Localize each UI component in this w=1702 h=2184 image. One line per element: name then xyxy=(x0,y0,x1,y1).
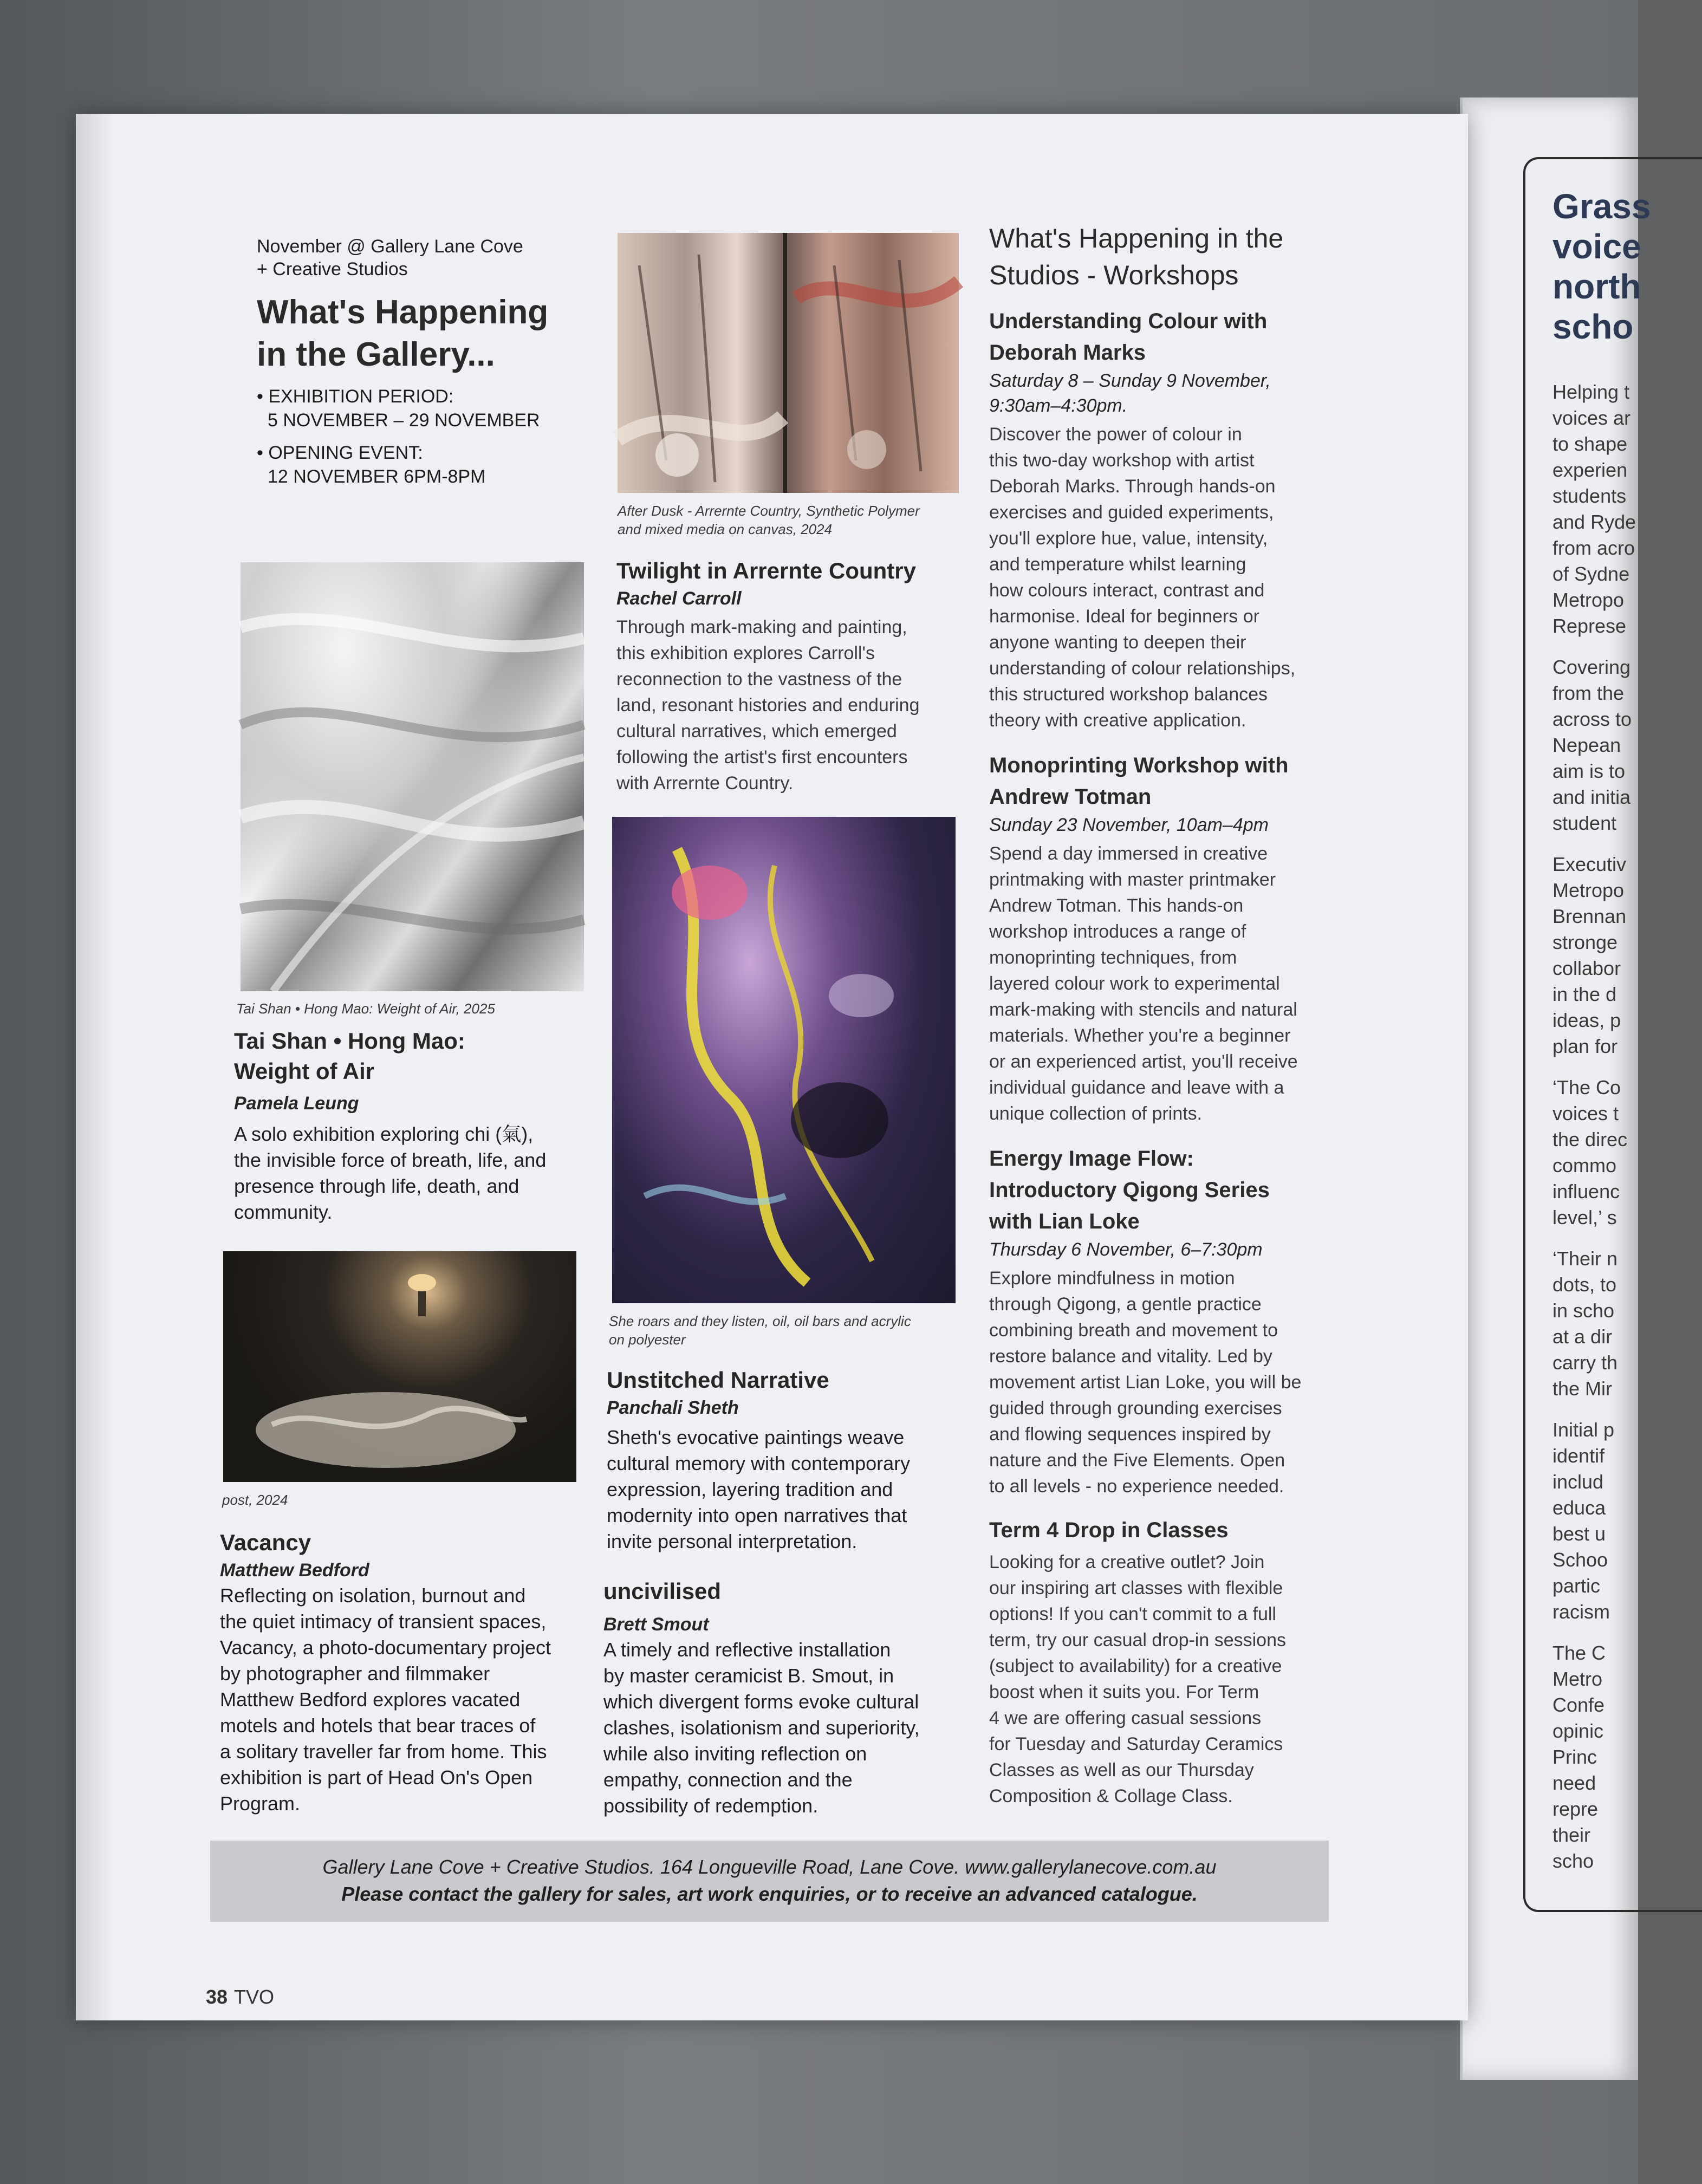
facing-line: from the xyxy=(1552,682,1625,704)
workshop-title-line: Andrew Totman xyxy=(989,785,1152,809)
body-line: individual guidance and leave with a xyxy=(989,1077,1284,1098)
unstitched-article xyxy=(607,1365,975,1555)
body-line: theory with creative application. xyxy=(989,710,1246,731)
unstitched-title: Unstitched Narrative xyxy=(607,1367,829,1393)
caption-line: After Dusk - Arrernte Country, Synthetic Polymer xyxy=(618,503,920,519)
publication-name: TVO xyxy=(234,1986,275,2008)
facing-line: Schoo xyxy=(1552,1549,1608,1571)
facing-line: Nepean xyxy=(1552,734,1621,756)
facing-line: includ xyxy=(1552,1471,1604,1493)
facing-line: voices t xyxy=(1552,1102,1619,1124)
page-folio xyxy=(206,1986,274,2008)
gallery-title-line: in the Gallery... xyxy=(257,336,495,373)
body-line: unique collection of prints. xyxy=(989,1103,1203,1124)
workshop-title-line: Energy Image Flow: xyxy=(989,1147,1194,1171)
facing-line: the Mir xyxy=(1552,1377,1613,1400)
tai-shan-body xyxy=(234,1121,581,1225)
facing-title xyxy=(1552,186,1702,347)
body-line: boost when it suits you. For Term xyxy=(989,1682,1259,1702)
body-line: cultural narratives, which emerged xyxy=(616,721,897,742)
facing-paragraph xyxy=(1552,654,1702,836)
body-line: anyone wanting to deepen their xyxy=(989,632,1246,653)
uncivilised-body xyxy=(603,1637,972,1819)
after-dusk-painting xyxy=(618,233,959,493)
facing-line: stronge xyxy=(1552,931,1618,953)
facing-paragraph xyxy=(1552,1246,1702,1402)
body-line: A timely and reflective installation xyxy=(603,1639,891,1661)
facing-title-line: scho xyxy=(1552,307,1634,346)
body-line: understanding of colour relationships, xyxy=(989,658,1296,679)
body-line: Andrew Totman. This hands-on xyxy=(989,895,1244,916)
workshop-item xyxy=(989,750,1347,1127)
twilight-body xyxy=(616,614,985,796)
body-line: movement artist Lian Loke, you will be xyxy=(989,1372,1302,1393)
body-line: how colours interact, contrast and xyxy=(989,580,1265,601)
body-line: term, try our casual drop-in sessions xyxy=(989,1630,1286,1650)
body-line: printmaking with master printmaker xyxy=(989,869,1276,890)
workshop-date-line: Sunday 23 November, 10am–4pm xyxy=(989,815,1269,835)
facing-paragraph xyxy=(1552,1417,1702,1625)
facing-line: ideas, p xyxy=(1552,1009,1621,1031)
gallery-contact-banner xyxy=(210,1841,1329,1922)
body-line: Reflecting on isolation, burnout and xyxy=(220,1584,526,1607)
body-line: nature and the Five Elements. Open xyxy=(989,1450,1285,1471)
body-line: harmonise. Ideal for beginners or xyxy=(989,606,1259,627)
facing-line: partic xyxy=(1552,1575,1601,1597)
facing-line: Metropo xyxy=(1552,879,1625,901)
caption-line: and mixed media on canvas, 2024 xyxy=(618,521,833,537)
facing-line: in the d xyxy=(1552,983,1617,1005)
she-roars-painting xyxy=(612,817,956,1303)
workshop-date-line: 9:30am–4:30pm. xyxy=(989,395,1128,416)
facing-line: racism xyxy=(1552,1601,1610,1623)
body-line: this exhibition explores Carroll's xyxy=(616,643,875,664)
workshop-date xyxy=(989,368,1347,418)
facing-line: plan for xyxy=(1552,1035,1618,1057)
workshops-title xyxy=(989,220,1347,294)
body-line: A solo exhibition exploring chi (氣), xyxy=(234,1123,534,1145)
contact-enquiry-line: Please contact the gallery for sales, art work enquiries, or to receive an advanced catalogue. xyxy=(341,1883,1198,1905)
body-line: a solitary traveller far from home. This xyxy=(220,1740,547,1763)
body-line: which divergent forms evoke cultural xyxy=(603,1691,919,1713)
body-line: Classes as well as our Thursday xyxy=(989,1760,1254,1780)
facing-line: scho xyxy=(1552,1850,1594,1872)
facing-line: across to xyxy=(1552,708,1632,730)
twilight-author: Rachel Carroll xyxy=(616,588,742,609)
facing-line: of Sydne xyxy=(1552,563,1630,585)
body-line: Spend a day immersed in creative xyxy=(989,843,1268,864)
facing-line: level,’ s xyxy=(1552,1206,1617,1228)
body-line: empathy, connection and the xyxy=(603,1769,853,1791)
facing-line: from acro xyxy=(1552,537,1635,559)
facing-line: ‘The Co xyxy=(1552,1076,1621,1098)
body-line: options! If you can't commit to a full xyxy=(989,1604,1276,1624)
facing-line: aim is to xyxy=(1552,760,1626,782)
body-line: exercises and guided experiments, xyxy=(989,502,1274,523)
vacancy-caption: post, 2024 xyxy=(222,1492,288,1508)
opening-event-label: OPENING EVENT: xyxy=(268,443,423,463)
facing-line: at a dir xyxy=(1552,1325,1613,1348)
body-line: and flowing sequences inspired by xyxy=(989,1424,1271,1445)
tai-shan-article xyxy=(234,1026,581,1225)
body-line: Vacancy, a photo-documentary project xyxy=(220,1636,551,1659)
facing-paragraph xyxy=(1552,851,1702,1060)
facing-line: carry th xyxy=(1552,1351,1618,1374)
tai-shan-title-line: Tai Shan • Hong Mao: xyxy=(234,1028,465,1054)
workshop-title xyxy=(989,1514,1347,1546)
body-line: while also inviting reflection on xyxy=(603,1743,867,1765)
workshop-title xyxy=(989,306,1347,368)
facing-line: the direc xyxy=(1552,1128,1628,1150)
caption-line: She roars and they listen, oil, oil bars and acrylic xyxy=(609,1313,911,1329)
facing-paragraph xyxy=(1552,379,1702,639)
uncivilised-article xyxy=(603,1576,972,1819)
facing-line: Confe xyxy=(1552,1694,1605,1716)
body-line: for Tuesday and Saturday Ceramics xyxy=(989,1734,1283,1754)
body-line: the quiet intimacy of transient spaces, xyxy=(220,1610,547,1633)
workshop-body xyxy=(989,841,1347,1127)
workshops-list xyxy=(989,306,1347,1809)
workshop-body xyxy=(989,1549,1347,1809)
vacancy-body xyxy=(220,1583,588,1817)
body-line: possibility of redemption. xyxy=(603,1795,818,1817)
facing-line: The C xyxy=(1552,1642,1606,1664)
facing-line: Initial p xyxy=(1552,1419,1615,1441)
facing-line: influenc xyxy=(1552,1180,1620,1202)
body-line: Matthew Bedford explores vacated xyxy=(220,1688,521,1711)
workshop-title xyxy=(989,750,1347,812)
facing-line: educa xyxy=(1552,1497,1606,1519)
caption-line: on polyester xyxy=(609,1331,686,1348)
facing-line: their xyxy=(1552,1824,1591,1846)
facing-line: students xyxy=(1552,485,1627,507)
body-line: community. xyxy=(234,1201,333,1223)
body-line: cultural memory with contemporary xyxy=(607,1452,911,1474)
workshops-section xyxy=(989,220,1347,1809)
body-line: restore balance and vitality. Led by xyxy=(989,1346,1272,1367)
facing-paragraph xyxy=(1552,1075,1702,1231)
gallery-title-line: What's Happening xyxy=(257,294,549,331)
body-line: following the artist's first encounters xyxy=(616,747,908,768)
facing-line: best u xyxy=(1552,1523,1606,1545)
body-line: monoprinting techniques, from xyxy=(989,947,1237,968)
facing-line: dots, to xyxy=(1552,1273,1617,1296)
facing-line: opinic xyxy=(1552,1720,1604,1742)
vacancy-article xyxy=(220,1528,588,1817)
workshops-title-line: What's Happening in the xyxy=(989,223,1284,253)
body-line: Deborah Marks. Through hands-on xyxy=(989,476,1276,497)
facing-line: and Ryde xyxy=(1552,511,1636,533)
tai-shan-title-line: Weight of Air xyxy=(234,1058,374,1084)
body-line: the invisible force of breath, life, and xyxy=(234,1149,547,1171)
body-line: this structured workshop balances xyxy=(989,684,1268,705)
body-line: Composition & Collage Class. xyxy=(989,1786,1233,1806)
workshop-body xyxy=(989,421,1347,733)
facing-line: voices ar xyxy=(1552,407,1631,429)
facing-line: to shape xyxy=(1552,433,1628,455)
tai-shan-caption: Tai Shan • Hong Mao: Weight of Air, 2025 xyxy=(236,1000,495,1017)
workshop-title-line: with Lian Loke xyxy=(989,1210,1140,1233)
body-line: Looking for a creative outlet? Join xyxy=(989,1552,1265,1572)
body-line: Program. xyxy=(220,1792,301,1815)
body-line: or an experienced artist, you'll receive xyxy=(989,1051,1298,1072)
facing-line: Represe xyxy=(1552,615,1627,637)
uncivilised-title: uncivilised xyxy=(603,1578,722,1604)
exhibition-period-value: 5 NOVEMBER – 29 NOVEMBER xyxy=(268,410,540,431)
body-line: combining breath and movement to xyxy=(989,1320,1278,1341)
body-line: exhibition is part of Head On's Open xyxy=(220,1766,533,1789)
exhibition-period: • EXHIBITION PERIOD: 5 NOVEMBER – 29 NOVEMBER xyxy=(257,385,582,432)
body-line: clashes, isolationism and superiority, xyxy=(603,1717,920,1739)
page-number: 38 xyxy=(206,1986,228,2008)
body-line: land, resonant histories and enduring xyxy=(616,695,920,716)
facing-paragraph xyxy=(1552,1640,1702,1874)
unstitched-body xyxy=(607,1425,975,1555)
facing-line: commo xyxy=(1552,1154,1617,1176)
body-line: modernity into open narratives that xyxy=(607,1504,907,1526)
workshop-date-line: Thursday 6 November, 6–7:30pm xyxy=(989,1239,1263,1260)
facing-line: repre xyxy=(1552,1798,1599,1820)
facing-line: Helping t xyxy=(1552,381,1630,403)
workshop-title-line: Deborah Marks xyxy=(989,341,1146,365)
after-dusk-caption xyxy=(618,502,975,538)
body-line: invite personal interpretation. xyxy=(607,1530,858,1552)
body-line: Sheth's evocative paintings weave xyxy=(607,1426,905,1448)
body-line: workshop introduces a range of xyxy=(989,921,1246,942)
workshop-title-line: Understanding Colour with xyxy=(989,309,1268,333)
facing-line: in scho xyxy=(1552,1299,1615,1322)
gallery-intro xyxy=(257,235,582,489)
exhibition-period-label: EXHIBITION PERIOD: xyxy=(268,386,454,407)
facing-title-line: voice xyxy=(1552,227,1641,266)
facing-line: experien xyxy=(1552,459,1628,481)
body-line: Explore mindfulness in motion xyxy=(989,1268,1235,1289)
uncivilised-author: Brett Smout xyxy=(603,1614,709,1635)
workshop-title xyxy=(989,1143,1347,1237)
body-line: materials. Whether you're a beginner xyxy=(989,1025,1291,1046)
workshop-item xyxy=(989,1143,1347,1499)
facing-title-line: north xyxy=(1552,267,1641,306)
facing-line: ‘Their n xyxy=(1552,1247,1618,1270)
body-line: Discover the power of colour in xyxy=(989,424,1242,445)
body-line: layered colour work to experimental xyxy=(989,973,1280,994)
opening-event-value: 12 NOVEMBER 6PM-8PM xyxy=(268,466,486,487)
gallery-eyebrow-2: + Creative Studios xyxy=(257,259,408,280)
body-line: expression, layering tradition and xyxy=(607,1478,893,1500)
facing-line: Metro xyxy=(1552,1668,1603,1690)
facing-article-box xyxy=(1523,157,1702,1912)
body-line: our inspiring art classes with flexible xyxy=(989,1578,1283,1598)
workshops-title-line: Studios - Workshops xyxy=(989,260,1239,290)
body-line: 4 we are offering casual sessions xyxy=(989,1708,1262,1728)
facing-line: collabor xyxy=(1552,957,1621,979)
facing-page xyxy=(1463,98,1651,2080)
she-roars-caption xyxy=(609,1312,966,1349)
workshop-title-line: Term 4 Drop in Classes xyxy=(989,1518,1229,1542)
workshop-body xyxy=(989,1265,1347,1499)
facing-line: Metropo xyxy=(1552,589,1625,611)
body-line: with Arrernte Country. xyxy=(616,773,794,794)
twilight-title: Twilight in Arrernte Country xyxy=(616,558,916,583)
vacancy-author: Matthew Bedford xyxy=(220,1560,369,1581)
facing-title-line: Grass xyxy=(1552,187,1651,226)
tai-shan-title xyxy=(234,1026,581,1087)
body-line: Through mark-making and painting, xyxy=(616,617,907,638)
contact-address-line: Gallery Lane Cove + Creative Studios. 164 Longueville Road, Lane Cove. www.gallerylanecove.com.au xyxy=(322,1856,1217,1878)
body-line: mark-making with stencils and natural xyxy=(989,999,1297,1020)
facing-line: Covering xyxy=(1552,656,1631,678)
facing-line: identif xyxy=(1552,1445,1605,1467)
facing-line: Executiv xyxy=(1552,853,1627,875)
facing-body xyxy=(1552,379,1702,1874)
body-line: to all levels - no experience needed. xyxy=(989,1476,1284,1497)
facing-line: Princ xyxy=(1552,1746,1597,1768)
workshop-title-line: Monoprinting Workshop with xyxy=(989,753,1289,777)
body-line: by photographer and filmmaker xyxy=(220,1662,490,1685)
tai-shan-feather-image xyxy=(241,562,584,991)
opening-event: • OPENING EVENT: 12 NOVEMBER 6PM-8PM xyxy=(257,441,582,489)
workshop-date-line: Saturday 8 – Sunday 9 November, xyxy=(989,370,1271,391)
workshop-date xyxy=(989,812,1347,837)
facing-line: student xyxy=(1552,812,1617,834)
facing-line: and initia xyxy=(1552,786,1631,808)
twilight-article xyxy=(616,556,985,796)
facing-line: Brennan xyxy=(1552,905,1627,927)
workshop-item xyxy=(989,306,1347,733)
body-line: presence through life, death, and xyxy=(234,1175,519,1197)
page-edge-shadow xyxy=(76,114,114,2020)
body-line: this two-day workshop with artist xyxy=(989,450,1255,471)
facing-line: need xyxy=(1552,1772,1596,1794)
workshop-title-line: Introductory Qigong Series xyxy=(989,1178,1270,1202)
gallery-eyebrow: November @ Gallery Lane Cove xyxy=(257,236,523,257)
body-line: reconnection to the vastness of the xyxy=(616,669,902,690)
vacancy-bed-image xyxy=(223,1251,576,1482)
gallery-title xyxy=(257,291,582,376)
body-line: you'll explore hue, value, intensity, xyxy=(989,528,1268,549)
body-line: through Qigong, a gentle practice xyxy=(989,1294,1262,1315)
workshop-item xyxy=(989,1514,1347,1809)
workshop-date xyxy=(989,1237,1347,1262)
unstitched-author: Panchali Sheth xyxy=(607,1398,739,1418)
tai-shan-author: Pamela Leung xyxy=(234,1093,359,1114)
vacancy-title: Vacancy xyxy=(220,1530,311,1555)
body-line: and temperature whilst learning xyxy=(989,554,1246,575)
body-line: (subject to availability) for a creative xyxy=(989,1656,1282,1676)
body-line: motels and hotels that bear traces of xyxy=(220,1714,536,1737)
body-line: guided through grounding exercises xyxy=(989,1398,1282,1419)
body-line: by master ceramicist B. Smout, in xyxy=(603,1665,894,1687)
